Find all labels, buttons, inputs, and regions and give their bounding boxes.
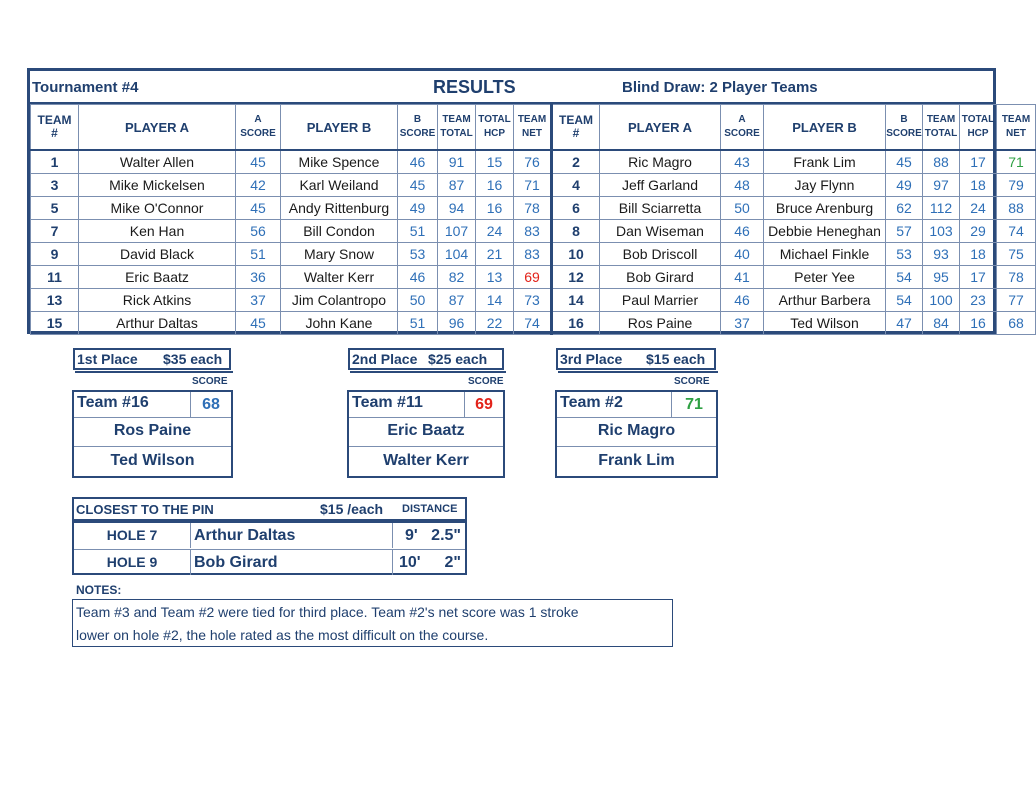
team-net: 79 [997, 174, 1036, 197]
third-place-box [555, 390, 718, 478]
player-b-score: 54 [886, 289, 923, 312]
player-a-score: 45 [236, 150, 281, 174]
col-player-a: PLAYER A [600, 105, 721, 151]
third-place-header [556, 348, 716, 370]
player-b-score: 62 [886, 197, 923, 220]
team-total: 87 [438, 174, 476, 197]
team-total: 100 [923, 289, 960, 312]
total-hcp: 18 [960, 174, 997, 197]
results-table [30, 104, 1036, 335]
team-net: 74 [997, 220, 1036, 243]
team-net: 74 [514, 312, 552, 335]
header-row [31, 105, 1036, 151]
player-a-name: David Black [79, 243, 236, 266]
total-hcp: 16 [960, 312, 997, 335]
player-b-name: Arthur Barbera [764, 289, 886, 312]
team-total: 97 [923, 174, 960, 197]
team-total: 95 [923, 266, 960, 289]
player-a-score: 41 [721, 266, 764, 289]
player-b-score: 47 [886, 312, 923, 335]
team-net: 88 [997, 197, 1036, 220]
player-b-name: Frank Lim [764, 150, 886, 174]
third-place-player-1: Ric Magro [557, 417, 716, 447]
team-number: 4 [552, 174, 600, 197]
player-b-score: 50 [398, 289, 438, 312]
team-net: 71 [514, 174, 552, 197]
ctp-feet: 9' [405, 527, 418, 544]
total-hcp: 16 [476, 197, 514, 220]
player-b-score: 57 [886, 220, 923, 243]
distance-label: DISTANCE [402, 503, 458, 515]
col-team-total: TEAM TOTAL [438, 105, 476, 151]
title-bar [30, 71, 993, 104]
player-a-name: Mike Mickelsen [79, 174, 236, 197]
tournament-title: Tournament #4 [32, 79, 139, 96]
player-b-score: 49 [398, 197, 438, 220]
player-a-name: Arthur Daltas [79, 312, 236, 335]
player-a-name: Jeff Garland [600, 174, 721, 197]
total-hcp: 16 [476, 174, 514, 197]
table-row [31, 220, 1036, 243]
first-place-label: 1st Place [77, 351, 138, 367]
team-net: 78 [997, 266, 1036, 289]
player-b-score: 46 [398, 150, 438, 174]
team-net: 77 [997, 289, 1036, 312]
player-b-score: 54 [886, 266, 923, 289]
ctp-distance [392, 550, 465, 575]
third-place-label: 3rd Place [560, 351, 623, 367]
player-b-name: Walter Kerr [281, 266, 398, 289]
col-a-score: A SCORE [721, 105, 764, 151]
second-place-score: 69 [464, 392, 503, 417]
table-row [31, 266, 1036, 289]
team-number: 13 [31, 289, 79, 312]
team-number: 2 [552, 150, 600, 174]
player-b-name: Debbie Heneghan [764, 220, 886, 243]
results-sheet [27, 68, 1031, 334]
player-b-name: Bruce Arenburg [764, 197, 886, 220]
closest-to-pin-prize: $15 /each [320, 501, 384, 517]
team-total: 107 [438, 220, 476, 243]
player-a-name: Ken Han [79, 220, 236, 243]
closest-to-pin-title: CLOSEST TO THE PIN [76, 502, 214, 517]
team-total: 96 [438, 312, 476, 335]
player-a-name: Mike O'Connor [79, 197, 236, 220]
team-number: 1 [31, 150, 79, 174]
team-net: 83 [514, 220, 552, 243]
player-a-name: Ros Paine [600, 312, 721, 335]
total-hcp: 21 [476, 243, 514, 266]
team-total: 93 [923, 243, 960, 266]
player-a-name: Bob Girard [600, 266, 721, 289]
ctp-inches: 2.5" [431, 527, 461, 544]
total-hcp: 17 [960, 266, 997, 289]
table-row [31, 197, 1036, 220]
player-a-score: 51 [236, 243, 281, 266]
ctp-hole: HOLE 7 [74, 523, 191, 548]
player-a-score: 45 [236, 197, 281, 220]
third-place-team: Team #2 [560, 394, 623, 411]
ctp-row [74, 549, 465, 575]
team-number: 14 [552, 289, 600, 312]
col-team-net: TEAM NET [514, 105, 552, 151]
second-place-score-label: SCORE [468, 376, 504, 387]
second-place-label: 2nd Place [352, 351, 418, 367]
col-b-score: B SCORE [398, 105, 438, 151]
first-place-player-1: Ros Paine [74, 417, 231, 447]
first-place-team: Team #16 [77, 394, 149, 411]
third-place-player-2: Frank Lim [598, 452, 675, 469]
team-number: 9 [31, 243, 79, 266]
player-b-name: Bill Condon [281, 220, 398, 243]
ctp-row [74, 523, 465, 548]
first-place-box [72, 390, 233, 478]
team-net: 71 [997, 150, 1036, 174]
closest-to-pin-table [72, 521, 467, 575]
notes-label: NOTES: [76, 583, 122, 597]
team-number: 7 [31, 220, 79, 243]
player-a-name: Paul Marrier [600, 289, 721, 312]
player-b-name: Andy Rittenburg [281, 197, 398, 220]
third-place-prize: $15 each [646, 351, 706, 367]
second-place-prize: $25 each [428, 351, 488, 367]
ctp-distance [392, 523, 465, 548]
total-hcp: 17 [960, 150, 997, 174]
team-total: 104 [438, 243, 476, 266]
first-place-header [73, 348, 231, 370]
player-a-name: Bob Driscoll [600, 243, 721, 266]
total-hcp: 22 [476, 312, 514, 335]
player-b-score: 45 [886, 150, 923, 174]
col-team: TEAM # [31, 105, 79, 151]
team-number: 8 [552, 220, 600, 243]
table-row [31, 174, 1036, 197]
player-a-score: 42 [236, 174, 281, 197]
team-total: 87 [438, 289, 476, 312]
player-a-name: Bill Sciarretta [600, 197, 721, 220]
first-place-score-label: SCORE [192, 376, 228, 387]
col-team-total: TEAM TOTAL [923, 105, 960, 151]
first-place-prize: $35 each [163, 351, 223, 367]
team-net: 76 [514, 150, 552, 174]
team-number: 5 [31, 197, 79, 220]
player-b-name: Mary Snow [281, 243, 398, 266]
player-a-score: 36 [236, 266, 281, 289]
table-row [31, 289, 1036, 312]
ctp-inches: 2" [444, 554, 461, 571]
team-net: 68 [997, 312, 1036, 335]
team-total: 84 [923, 312, 960, 335]
player-a-score: 43 [721, 150, 764, 174]
table-row [31, 243, 1036, 266]
total-hcp: 29 [960, 220, 997, 243]
player-a-score: 50 [721, 197, 764, 220]
player-b-score: 53 [886, 243, 923, 266]
second-place-player-2: Walter Kerr [383, 452, 469, 469]
col-player-b: PLAYER B [764, 105, 886, 151]
team-total: 94 [438, 197, 476, 220]
player-a-name: Eric Baatz [79, 266, 236, 289]
notes-line-2: lower on hole #2, the hole rated as the most difficult on the course. [76, 627, 489, 643]
team-number: 16 [552, 312, 600, 335]
format-title: Blind Draw: 2 Player Teams [622, 79, 818, 96]
first-place-score: 68 [190, 392, 231, 417]
col-player-a: PLAYER A [79, 105, 236, 151]
second-place-team: Team #11 [352, 394, 423, 411]
ctp-hole: HOLE 9 [74, 550, 191, 575]
team-number: 15 [31, 312, 79, 335]
second-place-header [348, 348, 504, 370]
team-number: 10 [552, 243, 600, 266]
total-hcp: 23 [960, 289, 997, 312]
col-team: TEAM # [552, 105, 600, 151]
team-number: 12 [552, 266, 600, 289]
total-hcp: 14 [476, 289, 514, 312]
player-b-score: 53 [398, 243, 438, 266]
total-hcp: 24 [476, 220, 514, 243]
closest-to-pin-header [72, 497, 467, 521]
ctp-feet: 10' [399, 554, 421, 571]
player-b-score: 45 [398, 174, 438, 197]
second-place-player-1: Eric Baatz [349, 417, 503, 447]
notes-line-1: Team #3 and Team #2 were tied for third place. Team #2's net score was 1 stroke [76, 604, 579, 620]
table-row [31, 150, 1036, 174]
third-place-score: 71 [671, 392, 716, 417]
team-number: 6 [552, 197, 600, 220]
total-hcp: 13 [476, 266, 514, 289]
results-title: RESULTS [433, 77, 516, 97]
first-place-player-2: Ted Wilson [110, 452, 195, 469]
player-b-score: 51 [398, 220, 438, 243]
team-number: 3 [31, 174, 79, 197]
col-total-hcp: TOTAL HCP [476, 105, 514, 151]
player-a-score: 37 [721, 312, 764, 335]
ctp-player: Bob Girard [194, 554, 278, 571]
team-total: 91 [438, 150, 476, 174]
ctp-player: Arthur Daltas [194, 527, 296, 544]
col-total-hcp: TOTAL HCP [960, 105, 997, 151]
team-number: 11 [31, 266, 79, 289]
player-b-score: 46 [398, 266, 438, 289]
player-a-score: 45 [236, 312, 281, 335]
player-b-name: Jim Colantropo [281, 289, 398, 312]
table-row [31, 312, 1036, 335]
player-a-score: 46 [721, 220, 764, 243]
player-a-score: 37 [236, 289, 281, 312]
second-place-box [347, 390, 505, 478]
team-net: 73 [514, 289, 552, 312]
team-total: 112 [923, 197, 960, 220]
team-net: 69 [514, 266, 552, 289]
player-a-score: 48 [721, 174, 764, 197]
col-team-net: TEAM NET [997, 105, 1036, 151]
player-b-name: Mike Spence [281, 150, 398, 174]
third-place-score-label: SCORE [674, 376, 710, 387]
player-a-score: 46 [721, 289, 764, 312]
player-a-name: Walter Allen [79, 150, 236, 174]
player-b-name: Peter Yee [764, 266, 886, 289]
total-hcp: 15 [476, 150, 514, 174]
player-b-name: John Kane [281, 312, 398, 335]
team-total: 88 [923, 150, 960, 174]
player-a-name: Ric Magro [600, 150, 721, 174]
total-hcp: 18 [960, 243, 997, 266]
total-hcp: 24 [960, 197, 997, 220]
player-a-score: 56 [236, 220, 281, 243]
team-total: 82 [438, 266, 476, 289]
player-b-score: 49 [886, 174, 923, 197]
team-net: 78 [514, 197, 552, 220]
col-b-score: B SCORE [886, 105, 923, 151]
player-b-name: Karl Weiland [281, 174, 398, 197]
player-a-name: Dan Wiseman [600, 220, 721, 243]
col-player-b: PLAYER B [281, 105, 398, 151]
col-a-score: A SCORE [236, 105, 281, 151]
player-b-name: Ted Wilson [764, 312, 886, 335]
team-net: 83 [514, 243, 552, 266]
notes-box [72, 599, 673, 647]
team-total: 103 [923, 220, 960, 243]
player-b-score: 51 [398, 312, 438, 335]
team-net: 75 [997, 243, 1036, 266]
player-b-name: Jay Flynn [764, 174, 886, 197]
player-b-name: Michael Finkle [764, 243, 886, 266]
player-a-name: Rick Atkins [79, 289, 236, 312]
player-a-score: 40 [721, 243, 764, 266]
